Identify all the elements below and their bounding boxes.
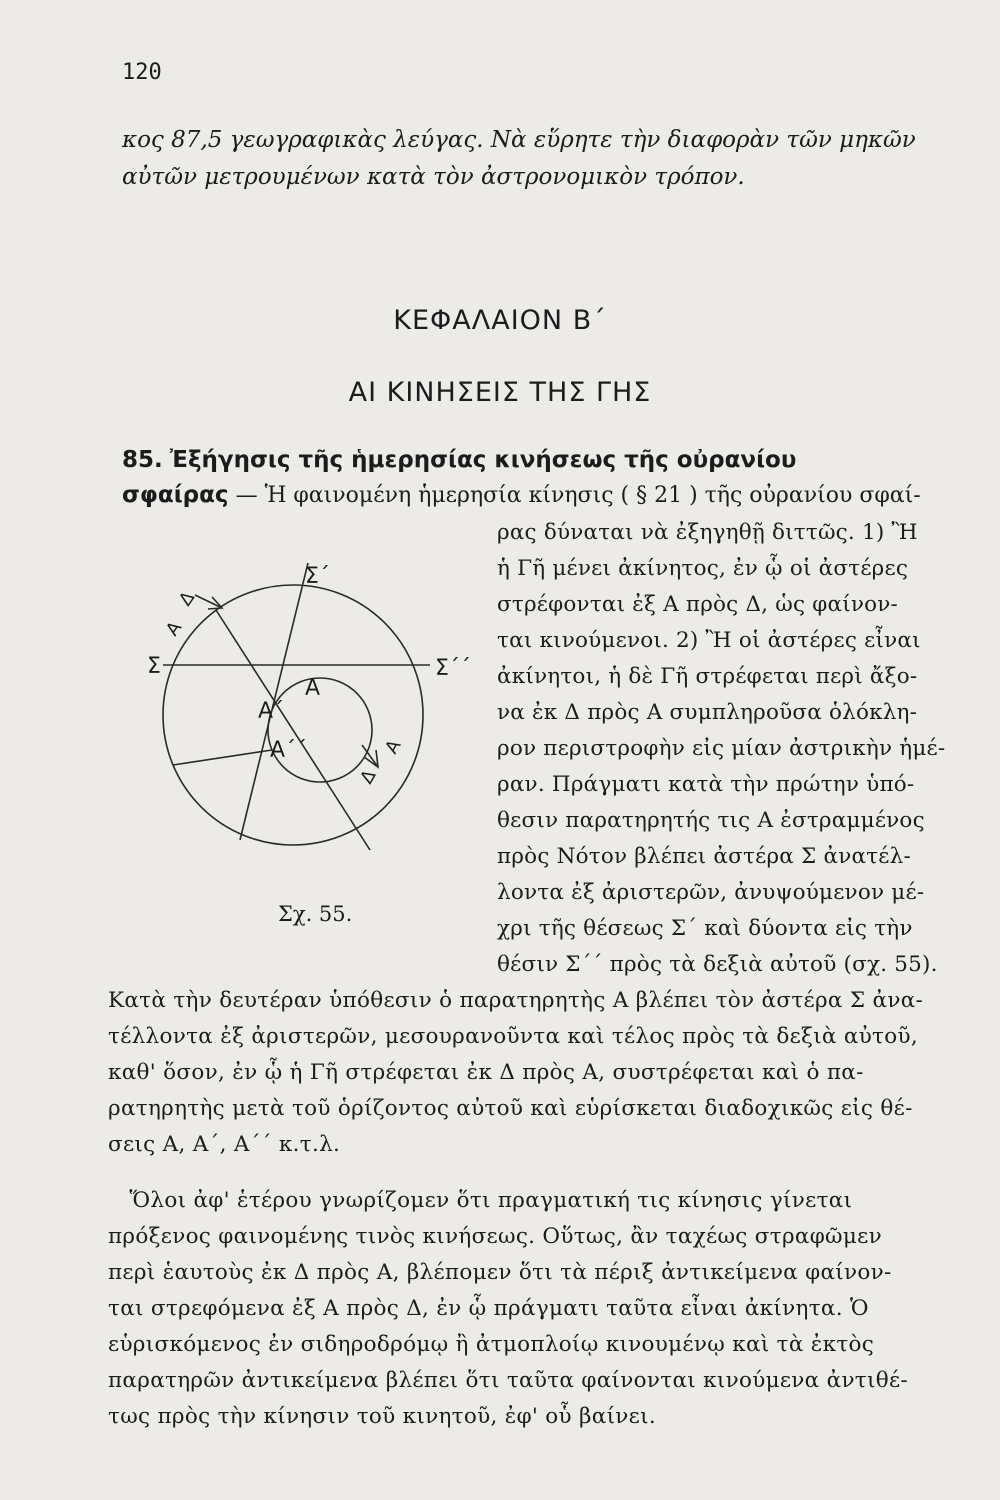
text-line: θέσιν Σ΄΄ πρὸς τὰ δεξιὰ αὐτοῦ (σχ. 55). [497, 952, 938, 977]
intro-paragraph [122, 122, 972, 196]
section-heading-line [122, 447, 972, 473]
text-line: πρὸς Νότον βλέπει ἀστέρα Σ ἀνατέλ- [497, 844, 911, 869]
text-line: ρατηρητὴς μετὰ τοῦ ὁρίζοντος αὐτοῦ καὶ εὑρίσκεται διαδοχικῶς εἰς θέ- [108, 1096, 913, 1121]
text-line: τέλλοντα ἐξ ἀριστερῶν, μεσουρανοῦντα καὶ τέλος πρὸς τὰ δεξιὰ αὐτοῦ, [108, 1024, 919, 1049]
text-line: να ἐκ Δ πρὸς Α συμπληροῦσα ὁλόκλη- [497, 700, 918, 725]
label-arrow-right-start: Δ [356, 766, 381, 788]
label-arrow-left-end: Δ [174, 587, 200, 610]
label-arrow-right-end: Α [381, 736, 406, 758]
figure-55 [140, 545, 490, 880]
text-line: Ὅλοι ἀφ' ἑτέρου γνωρίζομεν ὅτι πραγματική τις κίνησις γίνεται [108, 1188, 853, 1213]
text-line: σεις Α, Α΄, Α΄΄ κ.τ.λ. [108, 1132, 341, 1157]
text-line: λοντα ἐξ ἀριστερῶν, ἀνυψούμενον μέ- [497, 880, 925, 905]
text-line: ἡ Γῆ μένει ἀκίνητος, ἐν ᾧ οἱ ἀστέρες [497, 556, 909, 581]
text-line: ρον περιστροφὴν εἰς μίαν ἀστρικὴν ἡμέ- [497, 736, 946, 761]
text-line: παρατηρῶν ἀντικείμενα βλέπει ὅτι ταῦτα φαίνονται κινούμενα ἀντιθέ- [108, 1368, 908, 1393]
section-second-line [122, 482, 972, 508]
text-line: στρέφονται ἐξ Α πρὸς Δ, ὡς φαίνον- [497, 592, 899, 617]
text-line: πρόξενος φαινομένης τινὸς κινήσεως. Οὕτως, ἂν ταχέως στραφῶμεν [108, 1224, 882, 1249]
text-line: καθ' ὅσον, ἐν ᾧ ἡ Γῆ στρέφεται ἐκ Δ πρὸς Α, συστρέφεται καὶ ὁ πα- [108, 1060, 864, 1085]
text-line: χρι τῆς θέσεως Σ΄ καὶ δύοντα εἰς τὴν [497, 916, 913, 941]
arrow-left-shaft [195, 595, 222, 608]
chapter-label: ΚΕΦΑΛΑΙΟΝ Β΄ [393, 305, 607, 336]
label-sigma: Σ [147, 654, 161, 679]
chapter-title: ΑΙ ΚΙΝΗΣΕΙΣ ΤΗΣ ΓΗΣ [348, 377, 652, 408]
label-arrow-left-start: Α [161, 617, 187, 640]
section-text: — Ἡ φαινομένη ἡμερησία κίνησις ( § 21 ) τῆς οὐρανίου σφαί- [228, 483, 921, 508]
text-line: ται στρεφόμενα ἐξ Α πρὸς Δ, ἐν ᾧ πράγματι ταῦτα εἶναι ἀκίνητα. Ὁ [108, 1296, 869, 1321]
axis-line-3 [173, 750, 272, 765]
label-a-prime: Α΄ [258, 699, 285, 724]
text-line: ἀκίνητοι, ἡ δὲ Γῆ στρέφεται περὶ ἄξο- [497, 664, 918, 689]
label-a: Α [305, 676, 321, 701]
intro-line: αὐτῶν μετρουμένων κατὰ τὸν ἀστρονομικὸν τρόπον. [122, 164, 745, 190]
text-line: εὑρισκόμενος ἐν σιδηροδρόμῳ ἢ ἀτμοπλοίῳ κινουμένῳ καὶ τὰ ἐκτὸς [108, 1332, 875, 1357]
text-line: ραν. Πράγματι κατὰ τὴν πρώτην ὑπό- [497, 772, 915, 797]
figure-caption: Σχ. 55. [278, 902, 353, 926]
section-heading-continued: σφαίρας [122, 482, 229, 508]
intro-line: κος 87,5 γεωγραφικὰς λεύγας. Νὰ εὕρητε τὴν διαφορὰν τῶν μηκῶν [122, 127, 916, 153]
text-line: περὶ ἑαυτοὺς ἐκ Δ πρὸς Α, βλέπομεν ὅτι τὰ πέριξ ἀντικείμενα φαίνον- [108, 1260, 892, 1285]
text-line: τως πρὸς τὴν κίνησιν τοῦ κινητοῦ, ἐφ' οὗ βαίνει. [108, 1404, 656, 1429]
label-sigma-prime: Σ΄ [305, 564, 330, 589]
section-heading: Ἐξήγησις τῆς ἡμερησίας κινήσεως τῆς οὐρανίου [169, 447, 797, 473]
text-line: ρας δύναται νὰ ἐξηγηθῇ διττῶς. 1) Ἢ [497, 520, 918, 545]
axis-line-2 [216, 610, 370, 850]
celestial-sphere-diagram [140, 545, 490, 880]
label-sigma-double: Σ΄΄ [435, 656, 471, 681]
page-number: 120 [122, 60, 162, 85]
text-line: θεσιν παρατηρητής τις Α ἐστραμμένος [497, 808, 925, 833]
text-line: ται κινούμενοι. 2) Ἢ οἱ ἀστέρες εἶναι [497, 628, 921, 653]
label-a-double: Α΄΄ [270, 738, 308, 763]
text-line: Κατὰ τὴν δευτέραν ὑπόθεσιν ὁ παρατηρητὴς Α βλέπει τὸν ἀστέρα Σ ἀνα- [108, 988, 924, 1013]
section-number: 85. [122, 447, 163, 473]
